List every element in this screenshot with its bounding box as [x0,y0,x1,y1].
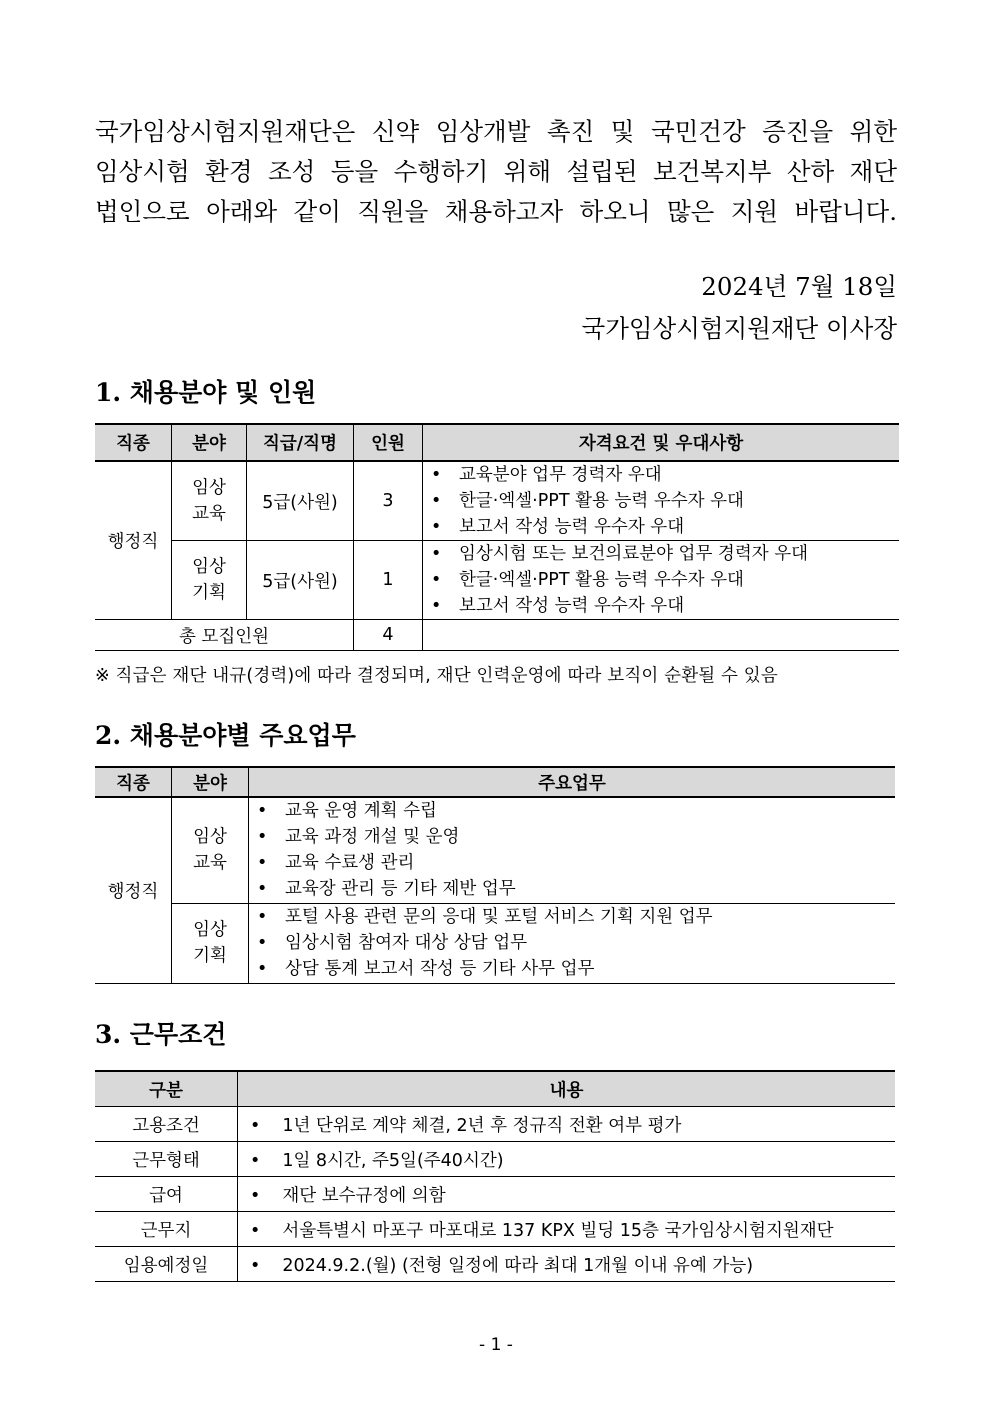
duties-cell [249,903,896,983]
condition-label: 근무형태 [95,1142,238,1177]
field-line: 기획 [192,583,226,603]
duty-item: • 상담 통계 보고서 작성 등 기타 사무 업무 [249,956,895,982]
duty-item: • 교육장 관리 등 기타 제반 업무 [249,876,895,902]
col-header: 직종 [95,767,172,797]
col-header: 직종 [95,424,172,461]
requirement-item: • 보고서 작성 능력 우수자 우대 [423,593,899,619]
duties-cell [249,797,896,903]
condition-content: • 재단 보수규정에 의함 [238,1177,896,1212]
table-row [95,1142,895,1177]
job-type-cell: 행정직 [95,797,172,983]
col-header: 내용 [238,1071,896,1107]
requirement-item: • 한글·엑셀·PPT 활용 능력 우수자 우대 [423,567,899,593]
col-header: 주요업무 [249,767,896,797]
grade-cell: 5급(사원) [247,461,354,541]
condition-label: 임용예정일 [95,1247,238,1282]
table-row [95,903,895,983]
table-header-row [95,1071,895,1107]
table-row [95,1247,895,1282]
duty-item: • 교육 운영 계획 수립 [249,798,895,824]
field-line: 기획 [193,946,227,966]
total-empty [423,620,900,651]
condition-label: 고용조건 [95,1107,238,1142]
col-header: 분야 [172,767,249,797]
announcement-date: 2024년 7월 18일 [701,272,897,301]
table-row [95,1177,895,1212]
table-row [95,1212,895,1247]
duty-item: • 교육 수료생 관리 [249,850,895,876]
requirements-cell [423,461,900,541]
field-line: 임상 [192,557,226,577]
duties-table [95,766,895,984]
duty-item: • 포털 사용 관련 문의 응대 및 포털 서비스 기획 지원 업무 [249,904,895,930]
field-cell [172,797,249,903]
total-label: 총 모집인원 [95,620,354,651]
field-line: 임상 [193,827,227,848]
total-count: 4 [354,620,423,651]
conditions-table [95,1070,895,1282]
total-row [95,620,899,651]
intro-line: 임상시험 환경 조성 등을 수행하기 위해 설립된 보건복지부 산하 재단 [95,157,897,186]
requirement-item: • 임상시험 또는 보건의료분야 업무 경력자 우대 [423,541,899,567]
section2-heading: 2. 채용분야별 주요업무 [95,721,356,750]
table-row [95,461,899,541]
condition-label: 급여 [95,1177,238,1212]
condition-content: • 1년 단위로 계약 체결, 2년 후 정규직 전환 여부 평가 [238,1107,896,1142]
requirement-item: • 교육분야 업무 경력자 우대 [423,462,899,488]
grade-cell: 5급(사원) [247,541,354,620]
intro-paragraph [95,112,897,232]
recruitment-table [95,423,899,651]
count-cell: 1 [354,541,423,620]
field-cell [172,903,249,983]
requirement-item: • 한글·엑셀·PPT 활용 능력 우수자 우대 [423,488,899,514]
field-line: 교육 [192,504,226,524]
condition-label: 근무지 [95,1212,238,1247]
field-line: 교육 [193,853,227,874]
condition-content: • 2024.9.2.(월) (전형 일정에 따라 최대 1개월 이내 유예 가능) [238,1247,896,1282]
col-header: 자격요건 및 우대사항 [423,424,900,461]
field-cell [172,541,247,620]
col-header: 직급/직명 [247,424,354,461]
requirement-item: • 보고서 작성 능력 우수자 우대 [423,514,899,540]
intro-line: 법인으로 아래와 같이 직원을 채용하고자 하오니 많은 지원 바랍니다. [95,197,897,226]
page-number: - 1 - [479,1335,513,1355]
col-header: 인원 [354,424,423,461]
signer: 국가임상시험지원재단 이사장 [581,314,897,343]
field-cell [172,461,247,541]
col-header: 분야 [172,424,247,461]
table-header-row [95,767,895,797]
field-line: 임상 [193,920,227,940]
field-line: 임상 [192,478,226,498]
job-type-cell: 행정직 [95,461,172,620]
section1-heading: 1. 채용분야 및 인원 [95,378,317,407]
condition-content: • 1일 8시간, 주5일(주40시간) [238,1142,896,1177]
count-cell: 3 [354,461,423,541]
table-header-row [95,424,899,461]
section3-heading: 3. 근무조건 [95,1020,227,1049]
condition-content: • 서울특별시 마포구 마포대로 137 KPX 빌딩 15층 국가임상시험지원재단 [238,1212,896,1247]
grade-note: ※ 직급은 재단 내규(경력)에 따라 결정되며, 재단 인력운영에 따라 보직이 순환될 수 있음 [95,666,778,686]
intro-line: 국가임상시험지원재단은 신약 임상개발 촉진 및 국민건강 증진을 위한 [95,117,897,146]
table-row [95,541,899,620]
col-header: 구분 [95,1071,238,1107]
duty-item: • 교육 과정 개설 및 운영 [249,824,895,850]
table-row [95,797,895,903]
requirements-cell [423,541,900,620]
duty-item: • 임상시험 참여자 대상 상담 업무 [249,930,895,956]
table-row [95,1107,895,1142]
